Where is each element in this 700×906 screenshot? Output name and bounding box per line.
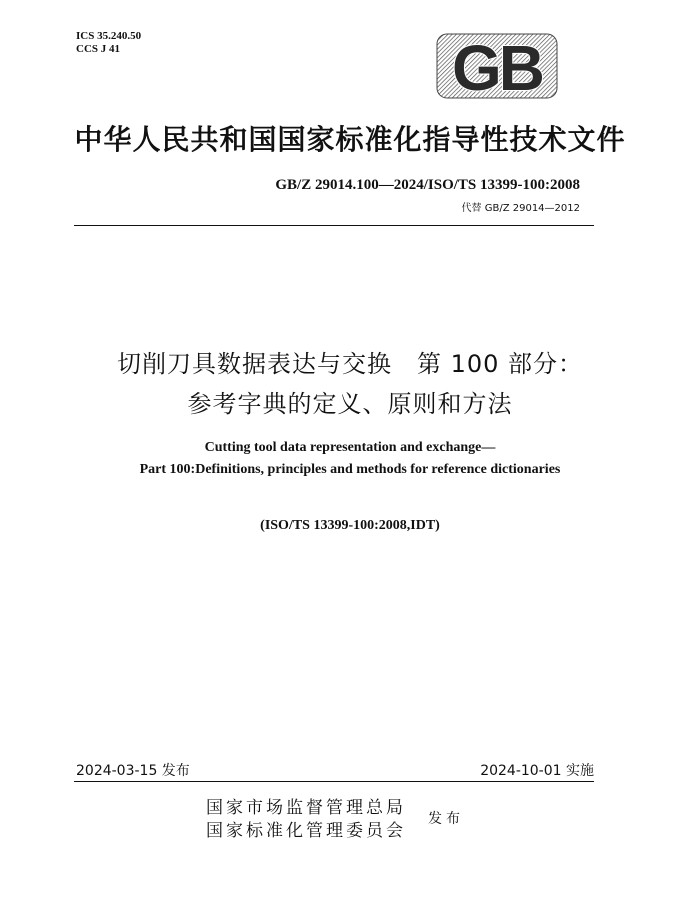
equivalence-note: (ISO/TS 13399-100:2008,IDT) — [260, 518, 440, 533]
top-divider — [74, 225, 594, 226]
title-en-line2: Part 100:Definitions, principles and methods for reference dictionaries — [139, 462, 561, 477]
standard-number: GB/Z 29014.100—2024/ISO/TS 13399-100:2008 — [275, 177, 580, 193]
org-title: 中华人民共和国国家标准化指导性技术文件 — [74, 123, 626, 156]
bottom-divider — [74, 781, 594, 782]
title-cn-line1: 切削刀具数据表达与交换 第 100 部分： — [116, 350, 584, 378]
issue-date: 2024-03-15 发布 — [76, 763, 190, 779]
ics-code: ICS 35.240.50 — [76, 30, 142, 42]
issuing-authorities — [206, 797, 406, 843]
issuer-samr: 国家市场监督管理总局 — [206, 798, 406, 818]
ccs-code: CCS J 41 — [76, 43, 121, 55]
implementation-date: 2024-10-01 实施 — [480, 763, 594, 779]
gb-logo-text: GB — [452, 33, 542, 99]
replaces-note: 代替 GB/Z 29014—2012 — [461, 203, 580, 214]
issue-action: 发布 — [428, 811, 464, 827]
title-en-line1: Cutting tool data representation and exchange— — [204, 440, 496, 455]
issuer-sac: 国家标准化管理委员会 — [206, 821, 406, 841]
classification-codes — [76, 30, 141, 56]
gb-logo — [436, 33, 558, 99]
title-cn-line2: 参考字典的定义、原则和方法 — [187, 390, 513, 418]
